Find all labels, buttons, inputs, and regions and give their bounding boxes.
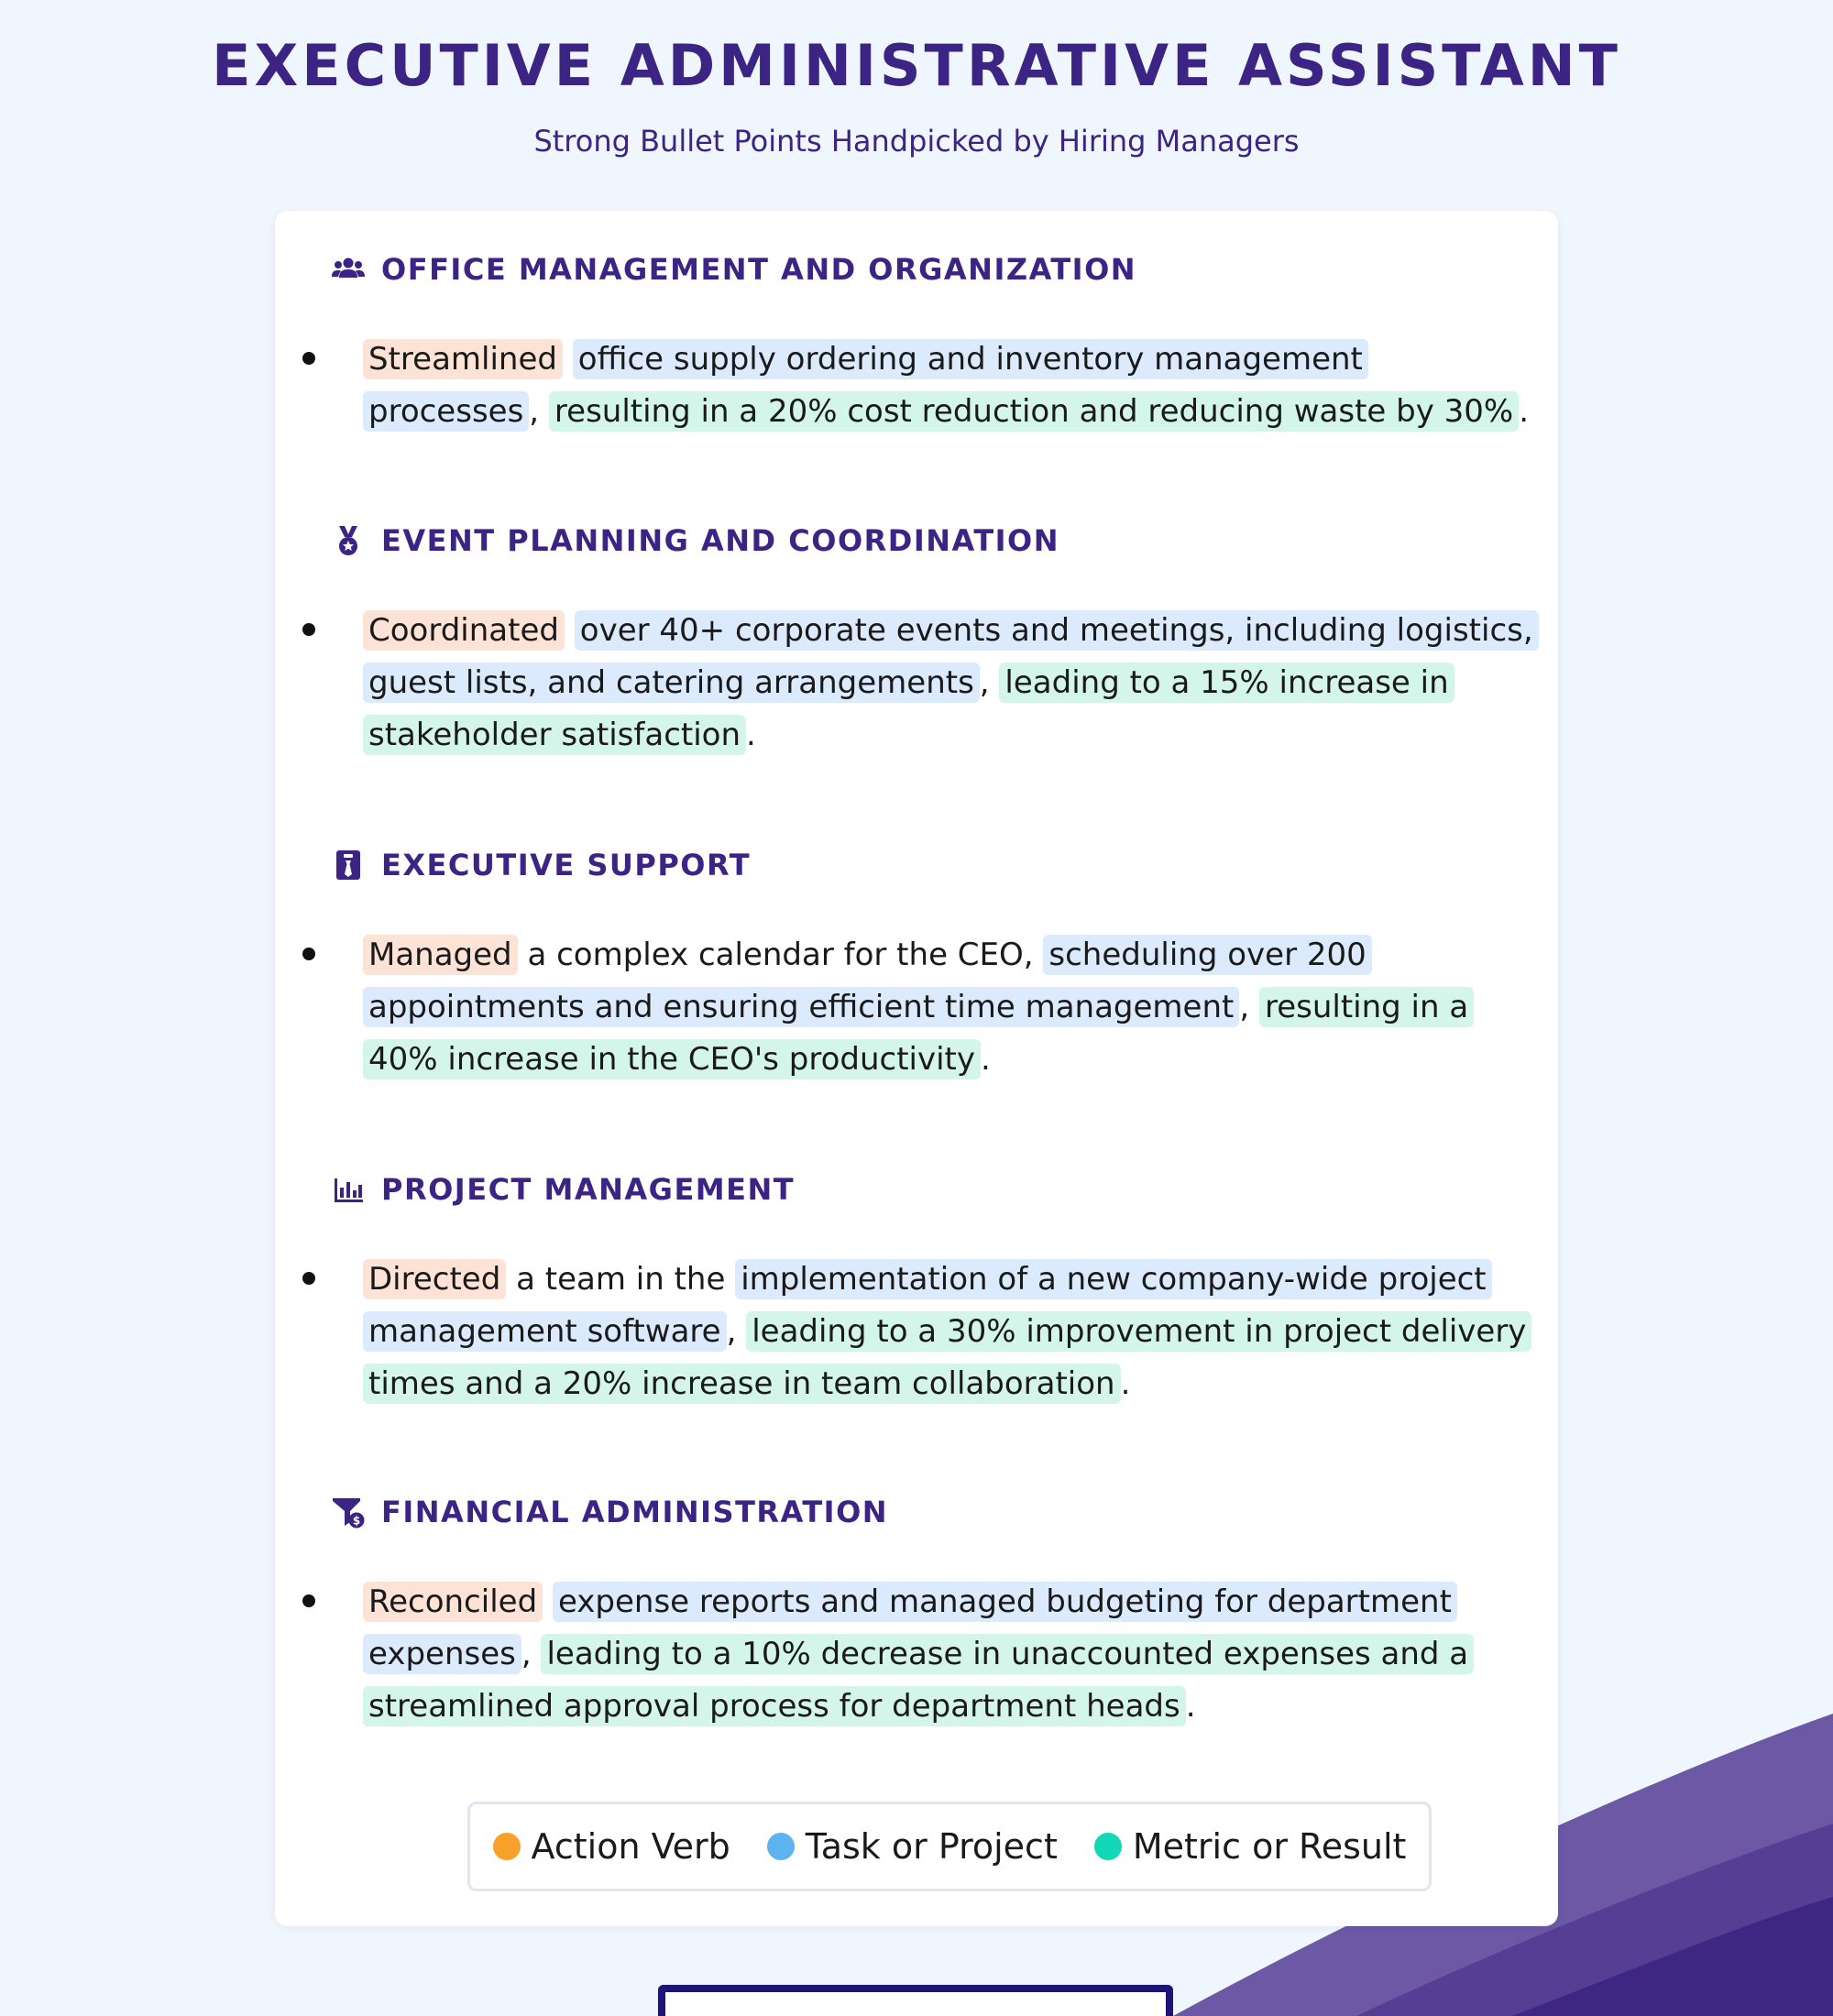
section-header	[328, 249, 1136, 290]
plain-text: .	[1120, 1365, 1131, 1402]
plain-text: ,	[529, 393, 549, 430]
bullet-text	[363, 929, 1536, 1086]
bullet-dot	[302, 1594, 315, 1607]
section-header	[328, 845, 751, 885]
funnel-dollar-icon	[328, 1492, 368, 1532]
bullet-text	[363, 1576, 1536, 1733]
bullet-text	[363, 605, 1536, 761]
legend-item-task	[767, 1826, 1058, 1867]
legend-dot-orange	[493, 1833, 521, 1860]
plain-text: ,	[726, 1313, 747, 1350]
task-highlight: scheduling over 200 appointments and ensuring efficient time management	[363, 935, 1372, 1027]
bullet-points-card	[275, 211, 1558, 1926]
svg-text:$: $	[352, 1514, 361, 1528]
bullet-text	[363, 334, 1536, 438]
plain-text: .	[981, 1041, 991, 1078]
medal-icon	[328, 520, 368, 561]
legend-item-action-verb	[493, 1826, 730, 1867]
highlight-legend	[467, 1802, 1432, 1891]
plain-text: ,	[979, 664, 1000, 701]
legend-label: Action Verb	[531, 1826, 730, 1867]
legend-label: Task or Project	[805, 1826, 1058, 1867]
legend-label: Metric or Result	[1132, 1826, 1407, 1867]
action-verb-highlight: Managed	[363, 935, 518, 975]
task-highlight: expense reports and managed budgeting for department expenses	[363, 1582, 1457, 1674]
section-header	[328, 520, 1059, 561]
action-verb-highlight: Reconciled	[363, 1582, 543, 1622]
plain-text	[543, 1583, 553, 1620]
page-title: EXECUTIVE ADMINISTRATIVE ASSISTANT	[212, 32, 1621, 99]
metric-highlight: leading to a 15% increase in stakeholder satisfaction	[363, 663, 1454, 755]
legend-dot-teal	[1094, 1833, 1122, 1860]
section-title: EVENT PLANNING AND COORDINATION	[381, 523, 1060, 558]
bullet-dot	[302, 623, 315, 636]
section-title: FINANCIAL ADMINISTRATION	[381, 1495, 889, 1529]
id-badge-icon	[328, 845, 368, 885]
plain-text	[563, 341, 573, 378]
plain-text: .	[746, 717, 756, 753]
plain-text: ,	[521, 1636, 542, 1672]
plain-text: a team in the	[506, 1261, 736, 1298]
action-verb-highlight: Directed	[363, 1259, 506, 1299]
legend-item-metric	[1094, 1826, 1407, 1867]
plain-text: .	[1185, 1688, 1196, 1725]
section-header	[328, 1169, 795, 1210]
plain-text: ,	[1239, 989, 1259, 1025]
task-highlight: office supply ordering and inventory management processes	[363, 339, 1368, 432]
users-icon	[328, 249, 368, 290]
metric-highlight: leading to a 10% decrease in unaccounted expenses and a streamlined approval process for department heads	[363, 1634, 1474, 1726]
action-verb-highlight: Coordinated	[363, 610, 565, 651]
bullet-dot	[302, 352, 315, 365]
page-subtitle: Strong Bullet Points Handpicked by Hiring Managers	[533, 124, 1300, 159]
plain-text: .	[1519, 393, 1530, 430]
plain-text	[565, 612, 575, 649]
page-header	[0, 29, 1833, 159]
task-highlight: over 40+ corporate events and meetings, including logistics, guest lists, and catering arrangements	[363, 610, 1539, 703]
section-title: OFFICE MANAGEMENT AND ORGANIZATION	[381, 252, 1137, 287]
action-verb-highlight: Streamlined	[363, 339, 563, 379]
metric-highlight: leading to a 30% improvement in project delivery times and a 20% increase in team collaboration	[363, 1311, 1531, 1404]
metric-highlight: resulting in a 20% cost reduction and reducing waste by 30%	[549, 391, 1519, 432]
section-title: PROJECT MANAGEMENT	[381, 1172, 796, 1207]
section-title: EXECUTIVE SUPPORT	[381, 848, 752, 882]
task-highlight: implementation of a new company-wide project management software	[363, 1259, 1492, 1352]
bullet-dot	[302, 1272, 315, 1285]
plain-text: a complex calendar for the CEO,	[517, 937, 1044, 973]
bullet-dot	[302, 948, 315, 960]
metric-highlight: resulting in a 40% increase in the CEO's productivity	[363, 987, 1474, 1079]
legend-dot-blue	[767, 1833, 795, 1860]
bullet-text	[363, 1254, 1536, 1410]
bar-chart-icon	[328, 1169, 368, 1210]
bottom-cta-box[interactable]	[658, 1985, 1173, 2016]
section-header	[328, 1492, 888, 1532]
